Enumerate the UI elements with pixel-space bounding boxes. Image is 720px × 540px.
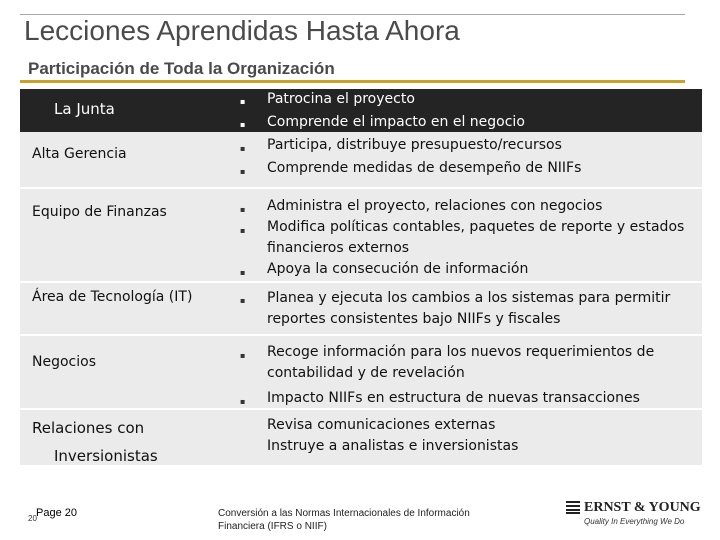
logo-tagline: Quality In Everything We Do [584,517,685,526]
subtitle-underline [20,80,685,83]
bullet-icon: ▪ [240,97,246,106]
list-item: Impacto NIIFs en estructura de nuevas transacciones [267,390,640,406]
role-area-tecnologia: Área de Tecnología (IT) [32,289,193,305]
list-item-continuation: financieros externos [267,240,410,256]
list-item: Apoya la consecución de información [267,261,529,277]
list-item-continuation: contabilidad y de revelación [267,365,465,381]
bullet-icon: ▪ [240,144,246,153]
list-item-continuation: reportes consistentes bajo NIIFs y fiscales [267,311,561,327]
footer-page-number: 20 [28,514,37,523]
role-la-junta: La Junta [54,100,115,118]
bullet-icon: ▪ [240,397,246,406]
role-alta-gerencia: Alta Gerencia [32,146,127,162]
slide-subtitle: Participación de Toda la Organización [28,59,335,78]
row-separator [20,334,702,336]
bullet-icon: ▪ [240,120,246,129]
role-relaciones-line1: Relaciones con [32,419,145,437]
list-item: Modifica políticas contables, paquetes de reporte y estados [267,219,685,235]
bullet-icon: ▪ [240,205,246,214]
bullet-icon: ▪ [240,226,246,235]
list-item: Patrocina el proyecto [267,91,415,107]
list-item: Participa, distribuye presupuesto/recursos [267,137,562,153]
footer-caption-line2: Financiera (IFRS o NIIF) [218,521,327,532]
list-item: Administra el proyecto, relaciones con negocios [267,198,603,214]
logo-name: ERNST & YOUNG [584,500,701,515]
slide-title: Lecciones Aprendidas Hasta Ahora [24,15,460,46]
ernst-young-logo [566,500,701,532]
role-equipo-finanzas: Equipo de Finanzas [32,204,167,220]
list-item: Revisa comunicaciones externas [267,417,496,433]
bullet-icon: ▪ [240,351,246,360]
list-item: Instruye a analistas e inversionistas [267,438,519,454]
footer-page-label: Page 20 [36,507,77,519]
bullet-icon: ▪ [240,167,246,176]
bullet-icon: ▪ [240,268,246,277]
row-separator [20,281,702,283]
list-item: Comprende medidas de desempeño de NIIFs [267,160,582,176]
row-separator [20,187,702,189]
footer-caption-line1: Conversión a las Normas Internacionales de Información [218,508,470,519]
list-item: Planea y ejecuta los cambios a los sistemas para permitir [267,290,671,306]
list-item: Comprende el impacto en el negocio [267,114,525,130]
logo-mark-icon [566,501,580,514]
bullet-icon: ▪ [240,296,246,305]
role-relaciones-line2: Inversionistas [54,447,158,465]
role-negocios: Negocios [32,354,96,370]
list-item: Recoge información para los nuevos requerimientos de [267,344,655,360]
footer-caption [218,507,518,533]
